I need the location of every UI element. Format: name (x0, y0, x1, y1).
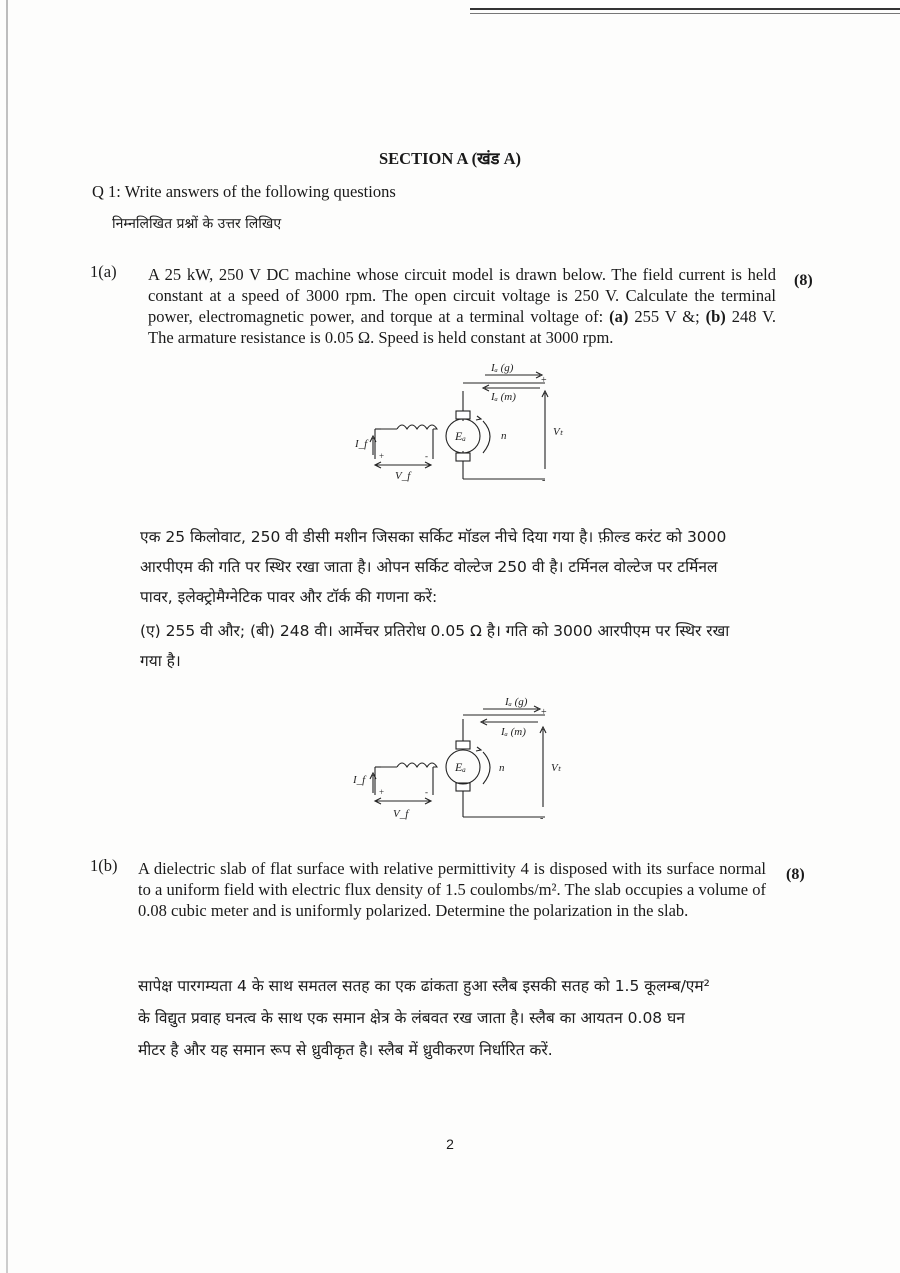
label-plus-field: + (379, 451, 385, 461)
circuit-diagram-english (345, 355, 570, 487)
q1b-text-hi (138, 970, 778, 1066)
scan-border-left (6, 0, 8, 1273)
q1a-option-b-text: 248 V. The armature resistance is 0.05 Ω. Speed is held constant at 3000 rpm. (148, 307, 777, 347)
q1b-marks: (8) (786, 866, 805, 883)
scan-border-top (470, 8, 900, 10)
q1a-option-a-label: (a) (609, 307, 629, 326)
q1a-hi-line-5: गया है। (140, 652, 181, 670)
q1a-hi-line-3: पावर, इलेक्ट्रोमैग्नेटिक पावर और टॉर्क की गणना करें: (140, 588, 438, 606)
section-title: SECTION A (खंड A) (379, 149, 521, 168)
label-plus-terminal-2: + (541, 707, 547, 718)
label-minus-field-2: - (425, 787, 428, 797)
q1a-marks: (8) (794, 272, 813, 289)
label-plus-terminal: + (541, 375, 547, 386)
q1a-option-a-text: 255 V &; (634, 307, 700, 326)
label-plus-field-2: + (379, 787, 385, 797)
question-header (92, 182, 396, 202)
label-minus-terminal-2: - (540, 813, 544, 824)
label-vf-2: V_f (393, 808, 409, 820)
label-vt: Vₜ (553, 426, 563, 438)
q1a-hi-line-1: एक 25 किलोवाट, 250 वी डीसी मशीन जिसका सर्किट मॉडल नीचे दिया गया है। फ़ील्ड करंट को 3000 (140, 528, 727, 546)
q1b-hi-line-2: के विद्युत प्रवाह घनत्व के साथ एक समान क्षेत्र के लंबवत रख जाता है। स्लैब का आयतन 0.08 घन (138, 1009, 685, 1027)
q1a-text-main: A 25 kW, 250 V DC machine whose circuit model is drawn below. The field current is held constant at a speed of 3000 rpm. The open circuit voltage is 250 V. Calculate the terminal power, electromagnetic power, and torque at a terminal voltage of: (148, 265, 776, 326)
question-instruction-en: Write answers of the following questions (124, 182, 396, 201)
q1a-hi-line-2: आरपीएम की गति पर स्थिर रखा जाता है। ओपन सर्किट वोल्टेज 250 वी है। टर्मिनल वोल्टेज पर टर्मिनल (140, 558, 718, 576)
q1b-hi-line-3: मीटर है और यह समान रूप से ध्रुवीकृत है। स्लैब में ध्रुवीकरण निर्धारित करें. (138, 1041, 553, 1059)
q1a-text-en (148, 264, 776, 348)
label-ia-m-2: Iₐ (m) (501, 726, 526, 738)
label-minus-terminal: - (542, 475, 546, 486)
q1a-hi-line-4: (ए) 255 वी और; (बी) 248 वी। आर्मेचर प्रतिरोध 0.05 Ω है। गति को 3000 आरपीएम पर स्थिर रखा (140, 622, 730, 640)
label-if-2: I_f (353, 774, 366, 786)
q1a-label: 1(a) (90, 262, 117, 281)
q1b-text-en: A dielectric slab of flat surface with relative permittivity 4 is disposed with its surface normal to a uniform field with electric flux density of 1.5 coulombs/m². The slab occupies a volume of 0.08 cubic meter and is uniformly polarized. Determine the polarization in the slab. (138, 859, 766, 920)
label-ea-2: Eₐ (455, 760, 466, 774)
question-instruction-hi: निम्नलिखित प्रश्नों के उत्तर लिखिए (112, 216, 282, 232)
label-vt-2: Vₜ (551, 762, 561, 774)
label-n-2: n (499, 762, 505, 774)
q1b-label: 1(b) (90, 856, 118, 875)
q1b-hi-line-1: सापेक्ष पारगम्यता 4 के साथ समतल सतह का एक ढांकता हुआ स्लैब इसकी सतह को 1.5 कूलम्ब/एम² (138, 977, 710, 995)
page-number: 2 (446, 1136, 454, 1152)
label-vf: V_f (395, 470, 411, 482)
label-minus-field: - (425, 451, 428, 461)
scan-border-top-2 (470, 13, 900, 14)
label-ia-g: Iₐ (g) (491, 362, 514, 374)
question-number: Q 1: (92, 182, 121, 201)
label-ia-g-2: Iₐ (g) (505, 696, 528, 708)
q1a-option-b-label: (b) (705, 307, 726, 326)
label-if: I_f (355, 438, 368, 450)
q1a-text-hi (140, 522, 780, 676)
label-ea: Eₐ (455, 429, 466, 443)
label-ia-m: Iₐ (m) (491, 391, 516, 403)
label-n: n (501, 430, 507, 442)
circuit-diagram-hindi (345, 695, 570, 827)
